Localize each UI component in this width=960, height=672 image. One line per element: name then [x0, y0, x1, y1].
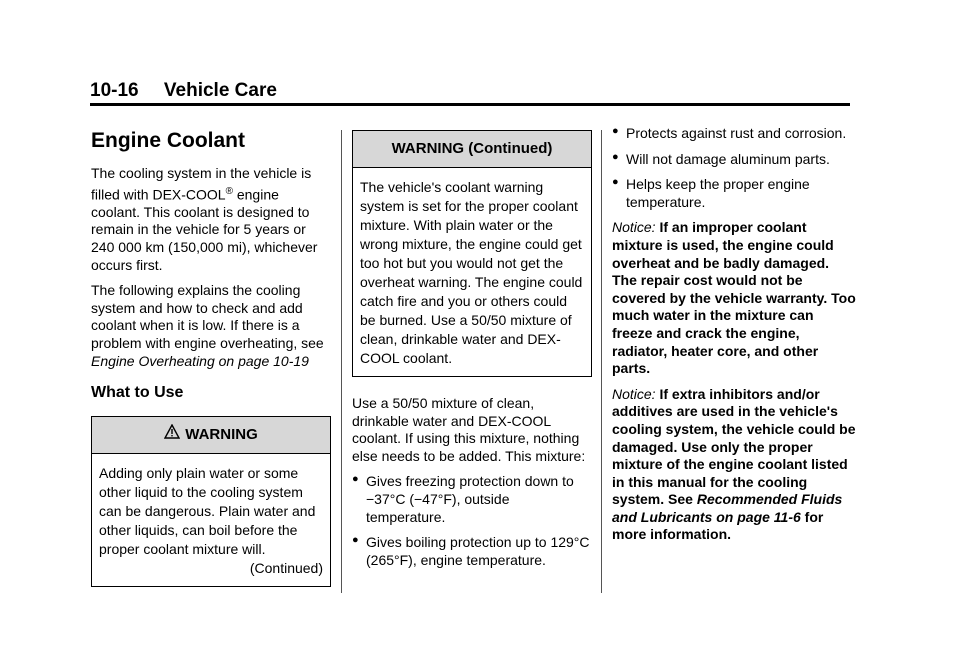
list-item — [352, 534, 592, 569]
overheating-link[interactable]: Engine Overheating on page 10-19 — [91, 352, 309, 369]
list-item — [352, 473, 592, 526]
mixture-list — [352, 473, 592, 569]
page-title: Engine Coolant — [91, 129, 245, 152]
warning-triangle-icon — [164, 417, 180, 453]
mixture-paragraph: Use a 50/50 mixture of clean, drinkable water and DEX-COOL coolant. If using this mixture, nothing else needs to be added. This mixture: — [352, 395, 586, 464]
notice-2 — [612, 386, 857, 544]
bullet-icon: ● — [352, 473, 359, 486]
explain-text: The following explains the cooling system and how to check and add coolant when it is low. If there is a problem with engine overheating, see — [91, 282, 324, 351]
intro-paragraph — [91, 165, 331, 274]
page-header — [90, 80, 277, 102]
notice-text: If an improper coolant mixture is used, the engine could overheat and be badly damaged. The repair cost would not be covered by the vehicle warranty. Too much water in the mixture can freeze and crack the engine, radiator, heater core, and other parts. — [612, 219, 856, 377]
notice-text: If extra inhibitors and/or additives are used in the vehicle's cooling system, the vehicle could be damaged. Use only the proper mixture of the engine coolant listed in this manual for the cooling system. See — [612, 385, 856, 508]
header-rule — [90, 103, 850, 106]
warning-title: WARNING — [185, 425, 258, 443]
list-item — [612, 125, 857, 143]
bullet-icon: ● — [612, 150, 619, 163]
warning-header — [92, 417, 330, 454]
list-item — [612, 151, 857, 169]
bullet-icon: ● — [612, 125, 619, 137]
list-item-text: Helps keep the proper engine temperature. — [626, 176, 810, 210]
column-divider — [341, 130, 342, 593]
section-title: Vehicle Care — [163, 80, 277, 101]
continued-label: (Continued) — [249, 559, 323, 576]
warning-text: Adding only plain water or some other liquid to the cooling system can be dangerous. Plain water and other liquids, can boil before the proper coolant mixture will. — [99, 464, 316, 557]
registered-mark: ® — [225, 185, 233, 197]
mixture-list-cont — [612, 125, 857, 211]
notice-label: Notice: — [612, 219, 656, 236]
warning-header: WARNING (Continued) — [353, 131, 591, 168]
list-item-text: Gives freezing protection down to −37°C (−47°F), outside temperature. — [366, 473, 574, 525]
bullet-icon: ● — [612, 176, 619, 189]
fluids-link[interactable]: Recommended Fluids and Lubricants on page 11-6 — [612, 491, 843, 525]
warning-box — [91, 416, 331, 587]
column-3 — [612, 125, 857, 552]
intro-text: The cooling system in the vehicle is filled with DEX-COOL — [91, 165, 312, 203]
warning-box-continued — [352, 130, 592, 377]
column-2 — [352, 125, 592, 577]
page-number: 10-16 — [90, 80, 139, 101]
list-item-text: Gives boiling protection up to 129°C (265°F), engine temperature. — [366, 534, 590, 568]
bullet-icon: ● — [352, 534, 359, 547]
column-1 — [91, 125, 331, 605]
list-item — [612, 176, 857, 211]
list-item-text: Will not damage aluminum parts. — [626, 150, 830, 167]
notice-1 — [612, 219, 857, 377]
notice-label: Notice: — [612, 385, 656, 402]
list-item-text: Protects against rust and corrosion. — [626, 125, 847, 141]
warning-body — [92, 454, 330, 586]
column-divider — [601, 130, 602, 593]
intro-text-cont: engine coolant. This coolant is designed to remain in the vehicle for 5 years or 240 000 km (150,000 mi), whichever occurs first. — [91, 186, 318, 273]
notice-text-end: for more information. — [612, 508, 824, 543]
warning-body: The vehicle's coolant warning system is set for the proper coolant mixture. With plain water or the wrong mixture, the engine could get too hot but you would not get the overheat warning. The engine could catch fire and you or others could be burned. Use a 50/50 mixture of clean, drinkable water and DEX-COOL coolant. — [360, 179, 583, 366]
subtitle: What to Use — [91, 384, 184, 402]
explain-paragraph — [91, 282, 331, 370]
